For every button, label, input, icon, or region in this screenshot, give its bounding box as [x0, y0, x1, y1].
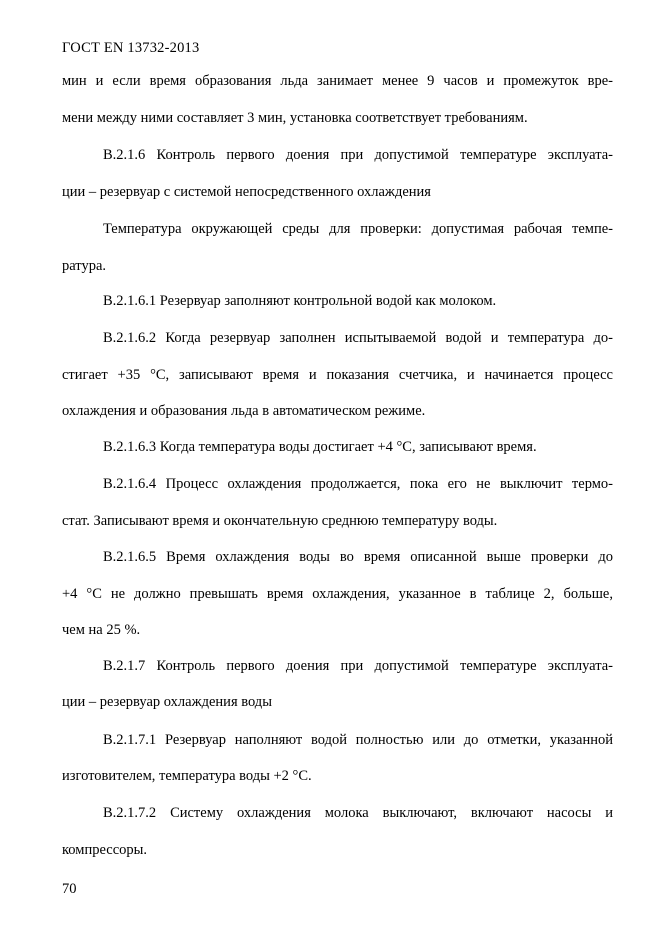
clause-b2171: В.2.1.7.1 Резервуар наполняют водой полностью или до отметки, указанной [103, 732, 613, 748]
text-line: мени между ними составляет 3 мин, установка соответствует требованиям. [62, 110, 528, 126]
clause-b2172: В.2.1.7.2 Систему охлаждения молока выключают, включают насосы и [103, 805, 613, 821]
section-heading-b217-cont: ции – резервуар охлаждения воды [62, 694, 272, 710]
clause-b2165: В.2.1.6.5 Время охлаждения воды во время описанной выше проверки до [103, 549, 613, 565]
text-line: стат. Записывают время и окончательную среднюю температуру воды. [62, 513, 498, 529]
text-line: стигает +35 °С, записывают время и показания счетчика, и начинается процесс [62, 367, 613, 383]
clause-b2161: В.2.1.6.1 Резервуар заполняют контрольной водой как молоком. [103, 293, 497, 309]
text-line: ратура. [62, 258, 107, 274]
section-heading-b216: В.2.1.6 Контроль первого доения при допустимой температуре эксплуата- [103, 147, 613, 163]
section-heading-b216-cont: ции – резервуар с системой непосредственного охлаждения [62, 184, 431, 200]
text-line: охлаждения и образования льда в автоматическом режиме. [62, 403, 426, 419]
page-header-standard: ГОСТ EN 13732-2013 [62, 40, 200, 56]
page-number: 70 [62, 881, 77, 897]
text-line: мин и если время образования льда занимает менее 9 часов и промежуток вре- [62, 73, 613, 89]
text-line: изготовителем, температура воды +2 °С. [62, 768, 312, 784]
clause-b2164: В.2.1.6.4 Процесс охлаждения продолжается, пока его не выключит термо- [103, 476, 613, 492]
text-line: Температура окружающей среды для проверки: допустимая рабочая темпе- [103, 221, 613, 237]
text-line: +4 °С не должно превышать время охлаждения, указанное в таблице 2, больше, [62, 586, 613, 602]
clause-b2162: В.2.1.6.2 Когда резервуар заполнен испытываемой водой и температура до- [103, 330, 613, 346]
clause-b2163: В.2.1.6.3 Когда температура воды достигает +4 °С, записывают время. [103, 439, 537, 455]
text-line: компрессоры. [62, 842, 148, 858]
text-line: чем на 25 %. [62, 622, 141, 638]
section-heading-b217: В.2.1.7 Контроль первого доения при допустимой температуре эксплуата- [103, 658, 613, 674]
